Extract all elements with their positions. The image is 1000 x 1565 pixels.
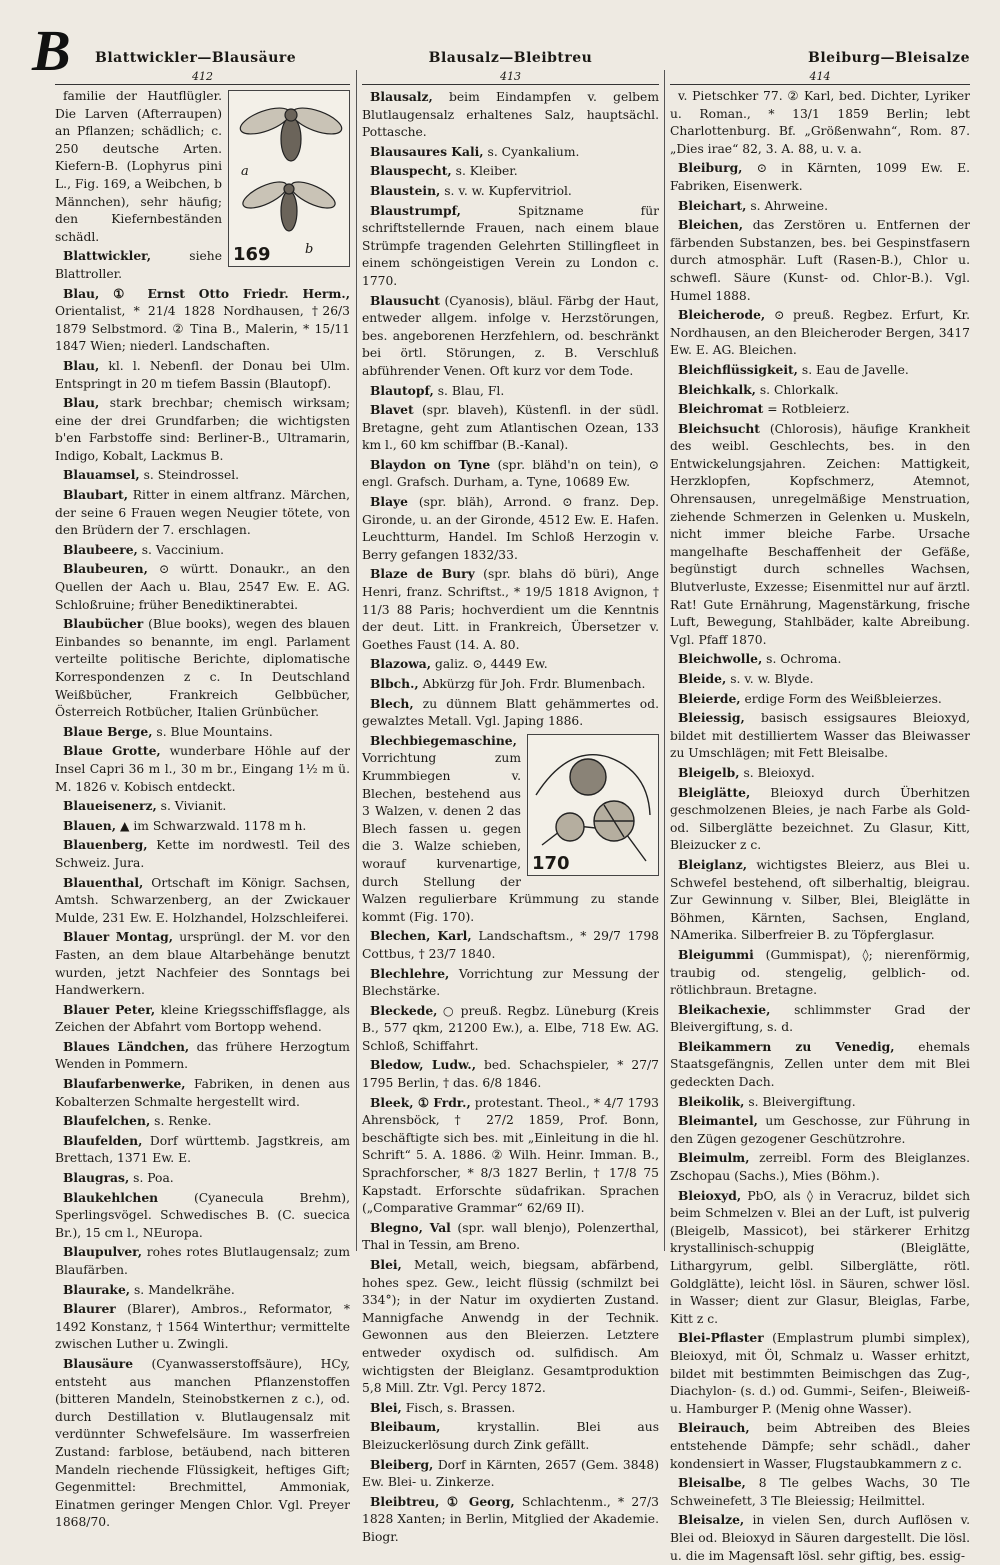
entry-text: = Rotbleierz.: [767, 402, 850, 417]
dictionary-entry: [670, 1038, 970, 1092]
entry-text: (Blarer), Ambros., Reformator, * 1492 Konstanz, † 1564 Winterthur; vermittelte zwischen Luther u. Zwingli.: [55, 1302, 350, 1352]
entry-headword: Blauspecht,: [370, 163, 452, 179]
entry-headword: Bleiburg,: [678, 160, 743, 176]
entry-text: protestant. Theol., * 4/7 1793 Ahrensböck, † 27/2 1859, Prof. Bonn, beschäftigte sich bes. mit „Einleitung in die hl. Schrift“ 5. A. 1886. ② Wilh. Heinr. Imman. B., Sprachforscher, * 8/3 1827 Berlin, † 17/8 75 Kapstadt. Erforschte südafrikan. Sprachen („Comparative Grammar“ 62/69 II).: [362, 1095, 659, 1216]
dictionary-entry: [55, 1243, 350, 1279]
entry-text: ursprüngl. der M. vor den Fasten, an dem blaue Altarbehänge benutzt wurden, jetzt Nachfeier des Sonntags bei Handwerkern.: [55, 930, 350, 998]
entry-headword: Blaustrumpf,: [370, 202, 461, 218]
entry-headword: Blaurake,: [63, 1281, 131, 1297]
entry-headword: Bleichart,: [678, 197, 747, 213]
entry-headword: Blaueisenerz,: [63, 798, 157, 814]
dictionary-entry: [55, 797, 350, 816]
entry-text: Fabriken, in denen aus Kobalterzen Schmalte hergestellt wird.: [55, 1077, 350, 1109]
entry-headword: Blaupulver,: [63, 1244, 143, 1260]
dictionary-entry: [55, 394, 350, 465]
running-header: Blausalz—Bleibtreu: [428, 50, 593, 66]
entry-headword: Bleichkalk,: [678, 381, 756, 397]
entry-text: das frühere Herzogtum Wenden in Pommern.: [55, 1039, 350, 1072]
entry-headword: Blaustein,: [370, 182, 441, 198]
entry-headword: Bleide,: [678, 671, 727, 686]
column-413: [362, 50, 660, 1544]
dictionary-entry: [670, 88, 970, 158]
dictionary-entry: [55, 357, 350, 393]
figure-label-b: b: [305, 242, 314, 257]
dictionary-entry: [55, 560, 350, 614]
entry-text: s. Blau, Fl.: [437, 383, 505, 398]
dictionary-entry: [362, 1002, 659, 1056]
entry-text: Ritter in einem altfranz. Märchen, der seine 6 Frauen wegen Neugier tötete, von den Brüdern der 7. erschlagen.: [55, 488, 350, 538]
entry-text: Bleioxyd durch Überhitzen geschmolzenen Bleies, je nach Farbe als Gold- od. Silberglätte bezeichnet. Zu Glasur, Kitt, Bleizucker z c.: [670, 785, 970, 853]
dictionary-entry: [670, 1419, 970, 1473]
entry-headword: Blauer Peter,: [63, 1001, 156, 1017]
entry-headword: Bleiberg,: [370, 1456, 434, 1472]
entry-headword: Blaubart,: [63, 487, 128, 503]
entry-text: (Emplastrum plumbi simplex), Bleioxyd, mit Öl, Schmalz u. Wasser erhitzt, bildet mit bestimmten Beimischgen das Zug-, Diachylon- (s. d.) od. Gummi-, Seifen-, Bleiweiß- u. Hamburger P. (Menig ohne Wasser).: [670, 1331, 970, 1416]
page-number: 412: [55, 70, 350, 85]
dictionary-entry: [55, 1001, 350, 1037]
entry-text: s. Vivianit.: [160, 799, 227, 814]
dictionary-entry: [670, 650, 970, 669]
dictionary-entry: [670, 400, 970, 419]
entry-text: das Zerstören u. Entfernen der färbenden Substanzen, bes. bei Gespinstfasern durch atmosphär. Luft (Rasen-B.), Chlor u. schwefl. Säure (Kunst- od. Chlor-B.). Vgl. Humel 1888.: [670, 218, 970, 303]
dictionary-entry: [362, 202, 659, 291]
section-letter: B: [32, 18, 71, 83]
entry-headword: Blau, ① Ernst Otto Friedr. Herm.,: [63, 285, 350, 301]
entry-text: s. Renke.: [154, 1114, 212, 1129]
entry-text: Dorf württemb. Jagstkreis, am Brettach, 1371 Ew. E.: [55, 1133, 350, 1166]
entry-headword: Blaubücher: [63, 616, 144, 632]
entry-headword: Blavet: [370, 402, 414, 418]
dictionary-entry: [670, 381, 970, 400]
figure-number: 170: [532, 853, 570, 875]
entry-headword: Blauen,: [63, 817, 117, 833]
dictionary-entry: [362, 1094, 659, 1218]
entry-headword: Bleikammern zu Venedig,: [678, 1038, 895, 1054]
entry-headword: Blaukehlchen: [63, 1189, 159, 1205]
dictionary-entry: [55, 486, 350, 540]
dictionary-entry: [362, 382, 659, 401]
dictionary-entry: [362, 1219, 659, 1255]
dictionary-entry: [670, 690, 970, 709]
entry-headword: Blausalz,: [370, 89, 433, 104]
entry-headword: Blausucht: [370, 292, 440, 308]
entry-text: s. Vaccinium.: [141, 542, 224, 557]
entry-list: [362, 88, 659, 1547]
dictionary-entry: [362, 1056, 659, 1092]
dictionary-entry: [362, 1493, 659, 1547]
entry-headword: Blaubeere,: [63, 541, 138, 557]
entry-headword: Bleigummi: [678, 946, 754, 962]
entry-headword: Blausaures Kali,: [370, 143, 484, 159]
entry-text: bed. Schachspieler, * 27/7 1795 Berlin, † das. 6/8 1846.: [362, 1058, 659, 1091]
entry-headword: Blei,: [370, 1399, 402, 1415]
entry-text: (Blue books), wegen des blauen Einbandes so benannte, im engl. Parlament verteilte politische Berichte, diplomatische Korrespondenzen z c. In Deutschland Weißbücher, Frankreich Gelbbücher, Österreich Rotbücher, Italien Grünbücher.: [55, 617, 350, 720]
entry-headword: Blaufelchen,: [63, 1113, 151, 1129]
entry-text: Dorf in Kärnten, 2657 (Gem. 3848) Ew. Blei- u. Zinkerze.: [362, 1457, 659, 1490]
entry-text: (spr. blaveh), Küstenfl. in der südl. Bretagne, geht zum Atlantischen Ozean, 133 km l., 60 km schiffbar (B.-Kanal).: [362, 403, 659, 453]
running-header: Blattwickler—Blausäure: [95, 50, 297, 66]
dictionary-entry: [362, 1456, 659, 1492]
entry-text: s. Mandelkrähe.: [133, 1282, 235, 1297]
entry-text: s. Poa.: [133, 1171, 174, 1186]
entry-headword: Bledow, Ludw.,: [370, 1057, 476, 1073]
entry-headword: Bleisalze,: [678, 1512, 745, 1528]
entry-headword: Bleichen,: [678, 217, 744, 233]
entry-text: Orientalist, * 21/4 1828 Nordhausen, †26/3 1879 Selbstmord. ② Tina B., Malerin, * 15/11 1847 Wien; niederl. Landschaften.: [55, 304, 350, 354]
entry-text: ⊙ in Kärnten, 1099 Ew. E. Fabriken, Eisenwerk.: [670, 161, 970, 193]
entry-text: ⊙ preuß. Regbez. Erfurt, Kr. Nordhausen, an den Bleicheroder Bergen, 3417 Ew. E. AG. Bleichen.: [670, 308, 970, 358]
entry-text: galiz. ⊙, 4449 Ew.: [434, 657, 548, 672]
entry-headword: Blaubeuren,: [63, 561, 148, 577]
figure-169: [228, 90, 350, 267]
entry-text: erdige Form des Weißbleierzes.: [744, 691, 942, 706]
entry-headword: Blauer Montag,: [63, 929, 174, 945]
entry-text: siehe Blattroller.: [55, 249, 222, 281]
entry-text: s. Ahrweine.: [750, 198, 828, 213]
entry-text: ⊙ württ. Donaukr., an den Quellen der Aach u. Blau, 2547 Ew. E. AG. Schloßruine; früher Benediktinerabtei.: [55, 562, 350, 612]
entry-headword: Blauamsel,: [63, 467, 140, 483]
dictionary-entry: [670, 1001, 970, 1037]
entry-text: ○ preuß. Regbz. Lüneburg (Kreis B., 577 qkm, 21200 Ew.), a. Elbe, 718 Ew. AG. Schloß, Schiffahrt.: [362, 1003, 659, 1053]
entry-text: s. Eau de Javelle.: [801, 362, 909, 377]
dictionary-entry: [362, 965, 659, 1001]
entry-headword: Blaurer: [63, 1301, 116, 1317]
entry-headword: Blaue Berge,: [63, 723, 153, 739]
entry-headword: Blauenthal,: [63, 874, 144, 890]
entry-headword: Bleisalbe,: [678, 1475, 746, 1491]
dictionary-entry: [670, 197, 970, 216]
dictionary-entry: [55, 817, 350, 836]
dictionary-entry: [55, 1075, 350, 1111]
dictionary-entry: [55, 466, 350, 485]
entry-headword: Bleimulm,: [678, 1150, 750, 1166]
dictionary-entry: [670, 1112, 970, 1148]
entry-text: Ortschaft im Königr. Sachsen, Amtsh. Schwarzenberg, an der Zwickauer Mulde, 231 Ew. E. Holzhandel, Holzschleiferei.: [55, 875, 350, 925]
dictionary-entry: [362, 493, 659, 564]
dictionary-entry: [362, 143, 659, 162]
column-divider: [664, 70, 665, 1251]
entry-text: s. v. w. Kupfervitriol.: [444, 183, 572, 198]
entry-headword: Blbch.,: [370, 676, 419, 691]
entry-text: (Cyanwasserstoffsäure), HCy, entsteht aus manchen Pflanzenstoffen (bitteren Mandeln, Steinobstkernen z c.), od. durch Destillation v. Blutlaugensalz mit verdünnter Schwefelsäure. Im wasserfreien Zustand: farblose, betäubend, nach bitteren Mandeln riechende Flüssigkeit, heftiges Gift; Gegenmittel: Brechmittel, Ammoniak, Einatmen geringer Mengen Chlor. Vgl. Preyer 1868/70.: [55, 1356, 350, 1530]
entry-text: Landschaftsm., * 29/7 1798 Cottbus, † 23/7 1840.: [362, 929, 659, 961]
dictionary-entry: [670, 764, 970, 783]
entry-headword: Bleibaum,: [370, 1419, 441, 1435]
entry-text: Kette im nordwestl. Teil des Schweiz. Jura.: [55, 838, 350, 870]
dictionary-entry: [55, 1169, 350, 1188]
dictionary-entry: [362, 565, 659, 654]
dictionary-entry: [670, 1093, 970, 1112]
entry-headword: Blei-Pflaster: [678, 1330, 764, 1346]
dictionary-entry: [362, 88, 659, 142]
entry-text: Fisch, s. Brassen.: [405, 1400, 516, 1415]
entry-text: s. Chlorkalk.: [759, 382, 839, 397]
entry-list: [670, 88, 970, 1565]
entry-text: (spr. wall blenjo), Polenzerthal, Thal in Tessin, am Breno.: [362, 1220, 659, 1253]
entry-text: Metall, weich, biegsam, abfärbend, hohes spez. Gew., leicht flüssig (schmilzt bei 334°); in der Natur im oxydierten Zustand. Mannigfache Anwendg in der Technik. Gewonnen aus den Bleierzen. Letztere entweder oxydisch od. sulfidisch. Am wichtigsten der Bleiglanz. Gesamtproduktion 5,8 Mill. Ztr. Vgl. Percy 1872.: [362, 1258, 659, 1396]
entry-headword: Blaues Ländchen,: [63, 1038, 190, 1054]
entry-text: schlimmster Grad der Bleivergiftung, s. d.: [670, 1002, 970, 1035]
dictionary-entry: [55, 285, 350, 356]
entry-headword: Bleichflüssigkeit,: [678, 361, 798, 377]
entry-headword: Bleek, ① Frdr.,: [370, 1094, 471, 1110]
dictionary-entry: [362, 162, 659, 181]
entry-headword: Blaugras,: [63, 1170, 130, 1186]
dictionary-entry: [55, 1189, 350, 1243]
dictionary-entry: [362, 675, 659, 694]
entry-headword: Bleibtreu, ① Georg,: [370, 1493, 515, 1509]
entry-text: v. Pietschker 77. ② Karl, bed. Dichter, Lyriker u. Roman., * 13/1 1859 Berlin; lebt Charlottenburg. Bf. „Größenwahn“, Rom. 87. „Dies irae“ 82, 3. A. 88, u. v. a.: [670, 89, 970, 156]
entry-text: (spr. bläh), Arrond. ⊙ franz. Dep. Gironde, u. an der Gironde, 4512 Ew. E. Hafen. Leuchtturm, Handel. Im Schloß Herzogin v. Berry gefangen 1832/33.: [362, 495, 659, 562]
entry-headword: Blechbiegemaschine,: [370, 732, 517, 748]
running-header: Bleiburg—Bleisalze: [807, 50, 970, 66]
entry-headword: Blauenberg,: [63, 837, 148, 853]
entry-headword: Blechlehre,: [370, 965, 450, 981]
entry-headword: Bleikachexie,: [678, 1001, 771, 1017]
entry-headword: Blegno, Val: [370, 1219, 451, 1235]
entry-text: (spr. blähd'n on tein), ⊙ engl. Grafsch. Durham, a. Tyne, 10689 Ew.: [362, 457, 659, 490]
entry-headword: Blausäure: [63, 1355, 134, 1371]
entry-text: beim Abtreiben des Bleies entstehende Dämpfe; sehr schädl., daher kondensiert in Wasser, Flugstaubkammern z c.: [670, 1421, 970, 1471]
column-414: [670, 50, 971, 1563]
figure-170: [527, 734, 659, 876]
entry-headword: Bleichsucht: [678, 420, 760, 436]
dictionary-entry: [670, 784, 970, 855]
entry-text: Vorrichtung zum Krummbiegen v. Blechen, bestehend aus 3 Walzen, v. denen 2 das Blech fassen u. gegen die 3. Walze schieben, worauf kurvenartige, durch Stellung der Walzen regulierbare Krümmung zu stande kommt (Fig. 170).: [362, 751, 659, 924]
entry-text: Spitzname für schriftstellernde Frauen, nach einem blaue Strümpfe tragenden Gelehrten Stillingfleet in einem schöngeistigen Verein zu London c. 1770.: [362, 203, 659, 288]
entry-headword: Bleicherode,: [678, 307, 766, 323]
entry-headword: Blech,: [370, 695, 414, 711]
entry-headword: Bleikolik,: [678, 1093, 745, 1109]
entry-text: (spr. blahs dö büri), Ange Henri, franz. Schriftst., * 19/5 1818 Avignon, † 11/3 88 Paris; hochverdient um die Kenntnis der deut. Litt. in Frankreich, Übersetzer v. Goethes Faust (14. A. 80.: [362, 567, 660, 652]
entry-text: PbO, als ◊ in Veracruz, bildet sich beim Schmelzen v. Blei an der Luft, ist pulverig (Bleigelb, Massicot), bei stärkerer Erhitzg krystallinisch-schuppig (Bleiglätte, Lithargyrum, gelbl. Silberglätte, rötl. Goldglätte), leicht lösl. in Säuren, schwer lösl. in Wasser; dient zur Glasur, Bleiglas, Farbe, Kitt z c.: [670, 1188, 971, 1326]
dictionary-entry: [362, 1256, 659, 1398]
entry-text: kl. l. Nebenfl. der Donau bei Ulm. Entspringt in 20 m tiefem Bassin (Blautopf).: [55, 358, 350, 391]
entry-headword: Bleiessig,: [678, 710, 745, 726]
entry-text: wunderbare Höhle auf der Insel Capri 36 m l., 30 m br., Eingang 1½ m ü. M. 1826 v. Kobisch entdeckt.: [55, 744, 350, 794]
figure-number: 169: [233, 244, 271, 266]
dictionary-entry: [670, 1474, 970, 1510]
dictionary-entry: [670, 420, 970, 650]
dictionary-entry: [670, 1329, 970, 1418]
dictionary-entry: [362, 456, 659, 492]
entry-headword: Bleioxyd,: [678, 1187, 742, 1203]
entry-text: rohes rotes Blutlaugensalz; zum Blaufärben.: [55, 1245, 350, 1277]
entry-headword: Blautopf,: [370, 382, 434, 398]
entry-headword: Blau,: [63, 357, 100, 373]
dictionary-entry: [55, 541, 350, 560]
entry-headword: Blazowa,: [370, 656, 432, 672]
entry-text: s. Cyankalium.: [487, 144, 580, 159]
entry-text: stark brechbar; chemisch wirksam; eine der drei Grundfarben; die wichtigsten b'en Farbstoffe sind: Berliner-B., Ultramarin, Indigo, Kobalt, Lackmus B.: [55, 396, 350, 463]
dictionary-entry: [670, 946, 970, 1000]
dictionary-entry: [55, 928, 350, 999]
entry-text: Abkürzg für Joh. Frdr. Blumenbach.: [422, 677, 646, 691]
dictionary-entry: [670, 1511, 970, 1565]
dictionary-entry: [670, 159, 970, 195]
entry-headword: Blei,: [370, 1257, 402, 1272]
entry-text: s. v. w. Blyde.: [730, 672, 814, 686]
entry-text: s. Kleiber.: [455, 164, 518, 179]
entry-headword: Bleirauch,: [678, 1420, 750, 1436]
column-412: [55, 50, 350, 1530]
entry-text: ehemals Staatsgefängnis, Zellen unter dem mit Blei gedeckten Dach.: [670, 1039, 970, 1090]
page-number: 414: [670, 70, 970, 85]
entry-headword: Bleiglanz,: [678, 856, 748, 872]
entry-text: s. Steindrossel.: [143, 468, 240, 483]
dictionary-entry: [362, 1399, 659, 1418]
dictionary-entry: [670, 709, 970, 763]
entry-headword: Bleckede,: [370, 1002, 438, 1018]
dictionary-entry: [55, 1132, 350, 1168]
dictionary-entry: [362, 655, 659, 674]
dictionary-entry: [670, 1187, 970, 1329]
entry-headword: Blaze de Bury: [370, 566, 475, 582]
dictionary-entry: [55, 874, 350, 928]
entry-headword: Blattwickler,: [63, 248, 152, 264]
dictionary-entry: [362, 182, 659, 201]
entry-text: zu dünnem Blatt gehämmertes od. gewalztes Metall. Vgl. Japing 1886.: [362, 696, 659, 729]
entry-text: Vorrichtung zur Messung der Blechstärke.: [362, 966, 659, 999]
entry-text: zerreibl. Form des Bleiglanzes. Zschopau (Sachs.), Mies (Böhm.).: [670, 1151, 970, 1184]
entry-list: [55, 88, 350, 1532]
entry-text: s. Ochroma.: [766, 652, 842, 667]
entry-headword: Bleiglätte,: [678, 784, 751, 800]
entry-text: Schlachtenm., * 27/3 1828 Xanten; in Berlin, Mitglied der Akademie. Biogr.: [362, 1494, 659, 1544]
dictionary-entry: [55, 1355, 350, 1532]
entry-headword: Blechen, Karl,: [370, 928, 472, 944]
entry-text: (Cyanecula Brehm), Sperlingsvögel. Schwedisches B. (C. suecica Br.), 15 cm l., NEuropa.: [55, 1190, 350, 1240]
entry-text: 8 Tle gelbes Wachs, 30 Tle Schweinefett, 3 Tle Bleiessig; Heilmittel.: [670, 1476, 970, 1508]
entry-text: s. Bleivergiftung.: [748, 1094, 856, 1109]
dictionary-entry: [670, 856, 970, 945]
dictionary-entry: [362, 292, 659, 381]
dictionary-entry: [670, 670, 970, 689]
dictionary-entry: [55, 723, 350, 742]
figure-label-a: a: [241, 164, 249, 179]
dictionary-entry: [362, 927, 659, 963]
entry-headword: Bleierde,: [678, 690, 741, 706]
entry-headword: Blaye: [370, 494, 409, 510]
entry-text: s. Blue Mountains.: [156, 724, 273, 739]
page-number: 413: [362, 70, 659, 85]
dictionary-entry: [362, 401, 659, 455]
dictionary-entry: [55, 742, 350, 796]
column-divider: [356, 70, 357, 1251]
entry-headword: Blau,: [63, 395, 100, 411]
entry-headword: Bleichwolle,: [678, 651, 763, 667]
entry-headword: Blaufelden,: [63, 1132, 143, 1148]
dictionary-entry: [55, 1281, 350, 1300]
entry-text: kleine Kriegsschiffsflagge, als Zeichen der Abfahrt vom Bortopp wehend.: [55, 1002, 350, 1035]
entry-text: um Geschosse, zur Führung in den Zügen gezogener Geschützrohre.: [670, 1114, 970, 1146]
entry-text: ▲ im Schwarzwald. 1178 m h.: [119, 818, 307, 833]
entry-text: krystallin. Blei aus Bleizuckerlösung durch Zink gefällt.: [362, 1420, 659, 1452]
dictionary-entry: [55, 1038, 350, 1074]
entry-headword: Blaue Grotte,: [63, 743, 161, 759]
dictionary-entry: [670, 361, 970, 380]
dictionary-entry: [670, 216, 970, 305]
entry-text: (Cyanosis), bläul. Färbg der Haut, entweder allgem. infolge v. Herzstörungen, bes. angeborenen Herzfehlern, od. beschränkt bei örtl. Störungen, z. B. Verschluß abführender Venen. Oft kurz vor dem Tode.: [362, 293, 659, 378]
dictionary-entry: [362, 1418, 659, 1454]
entry-text: familie der Hautflügler. Die Larven (Afterraupen) an Pflanzen; schädlich; c. 250 deutsche Arten. Kiefern-B. (Lophyrus pini L., Fig. 169, a Weibchen, b Männchen), sehr häufig; den Kiefernbeständen schädl.: [55, 89, 222, 244]
entry-text: basisch essigsaures Bleioxyd, bildet mit destilliertem Wasser das Bleiwasser zu Umschlägen; mit Fett Bleisalbe.: [670, 711, 970, 761]
dictionary-entry: [55, 615, 350, 722]
entry-text: beim Eindampfen v. gelbem Blutlaugensalz erhaltenes Salz, hauptsächl. Pottasche.: [362, 90, 659, 140]
dictionary-entry: [362, 695, 659, 731]
entry-text: in vielen Sen, durch Auflösen v. Blei od. Bleioxyd in Säuren dargestellt. Die lösl. u. die im Magensaft lösl. sehr giftig, bes. essig-: [670, 1513, 970, 1563]
entry-headword: Bleichromat: [678, 401, 764, 417]
entry-headword: Blaufarbenwerke,: [63, 1076, 186, 1092]
entry-headword: Blaydon on Tyne: [370, 456, 491, 472]
dictionary-entry: [670, 1149, 970, 1185]
dictionary-entry: [55, 1112, 350, 1131]
entry-text: wichtigstes Bleierz, aus Blei u. Schwefel bestehend, oft silberhaltig, bleigrau. Zur Gewinnung v. Silber, Blei, Bleiglätte in Böhmen, Kärnten, Sachsen, England, NAmerika. Silberfreier B. zu Töpferglasur.: [670, 857, 970, 943]
entry-text: (Gummispat), ◊; nierenförmig, traubig od. stengelig, gelblich- od. rötlichbraun. Bretagne.: [670, 947, 970, 998]
dictionary-entry: [670, 306, 970, 360]
entry-text: s. Bleioxyd.: [743, 765, 815, 780]
entry-headword: Bleigelb,: [678, 764, 740, 780]
dictionary-entry: [55, 1300, 350, 1354]
entry-text: (Chlorosis), häufige Krankheit des weibl. Geschlechts, bes. in den Entwickelungsjahren. Zeichen: Mattigkeit, Herzklopfen, Kopfschmerz, Atemnot, Ohrensausen, unregelmäßige Menstruation, ziehende Schmerzen in Gelenken u. Muskeln, nicht immer bleiche Farbe. Ursache mangelhafte Beschaffenheit der Gefäße, begünstigt durch schnelles Wachsen, Blutverluste, Exzesse; Eisenmittel nur auf ärztl. Rat! Gute Ernährung, Magenstärkung, frische Luft, Bewegung, Stahlbäder, kalte Abreibung. Vgl. Pfaff 1870.: [670, 421, 970, 647]
dictionary-entry: [55, 836, 350, 872]
entry-headword: Bleimantel,: [678, 1113, 758, 1129]
